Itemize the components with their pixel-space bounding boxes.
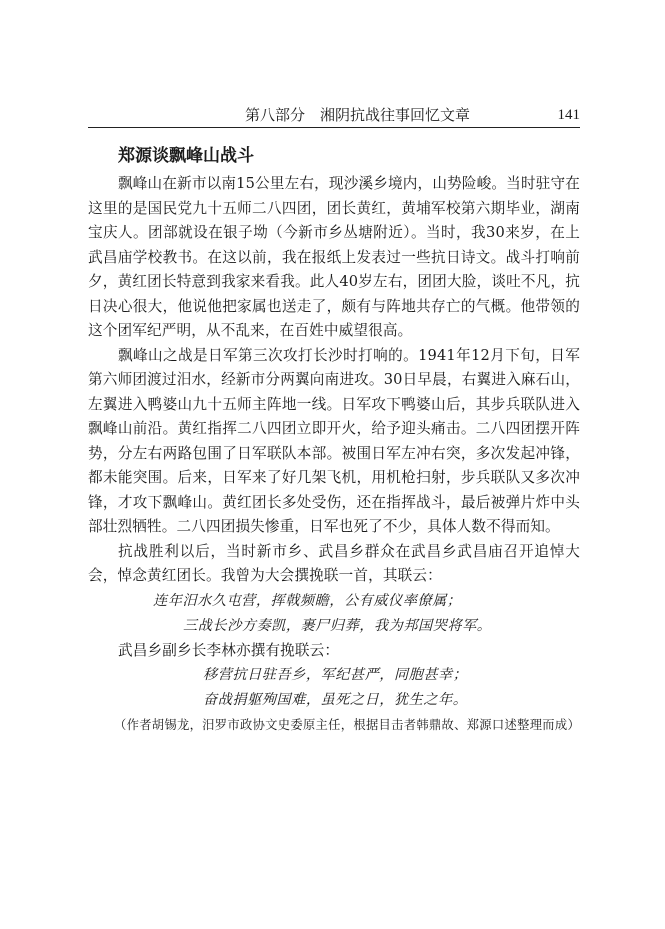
page-number: 141 [557, 107, 580, 123]
paragraph-3: 抗战胜利以后，当时新市乡、武昌乡群众在武昌乡武昌庙召开追悼大会，悼念黄红团长。我曾为大会撰挽联一首，其联云： [88, 542, 580, 584]
couplet-line: 三战长沙方奏凯，裹尸归葬，我为邦国哭将军。 [183, 617, 492, 634]
source-note: （作者胡锡龙，汨罗市政协文史委原主任，根据目击者韩鼎故、郑源口述整理而成） [114, 718, 581, 732]
article [88, 140, 580, 737]
article-title: 郑源谈飘峰山战斗 [118, 146, 254, 166]
couplet-line: 连年汨水久屯营，挥戟频瞻，公有威仪率僚属； [153, 592, 462, 609]
header-title: 第八部分 湘阴抗战往事回忆文章 [244, 106, 470, 124]
couplet-line: 奋战捐躯殉国难，虽死之日，犹生之年。 [203, 692, 468, 708]
paragraph-1: 飘峰山在新市以南15公里左右，现沙溪乡境内，山势险峻。当时驻守在这里的是国民党九十五师二八四团，团长黄红，黄埔军校第六期毕业，湖南宝庆人。团部就设在银子坳（今新市乡丛塘附近）。当时，我30来岁，在上武昌庙学校教书。在这以前，我在报纸上发表过一些抗日诗文。战斗打响前夕，黄红团长特意到我家来看我。此人40岁左右，团团大脸，谈吐不凡，抗日决心很大，他说他把家属也送走了，颇有与阵地共存亡的气概。他带领的这个团军纪严明，从不乱来，在百姓中威望很高。 [88, 175, 580, 339]
paragraph-2: 飘峰山之战是日军第三次攻打长沙时打响的。1941年12月下旬，日军第六师团渡过汨水，经新市分两翼向南进攻。30日早晨，右翼进入麻石山，左翼进入鸭婆山九十五师主阵地一线。日军攻下鸭婆山后，其步兵联队进入飘峰山前沿。黄红指挥二八四团立即开火，给予迎头痛击。二八四团摆开阵势，分左右两路包围了日军联队本部。被围日军左冲右突，多次发起冲锋，都未能突围。后来，日军来了好几架飞机，用机枪扫射，步兵联队又多次冲锋，才攻下飘峰山。黄红团长多处受伤，还在指挥战斗，最后被弹片炸中头部壮烈牺牲。二八四团损失惨重，日军也死了不少，具体人数不得而知。 [88, 346, 580, 535]
running-header [88, 104, 580, 126]
couplet-line: 移营抗日驻吾乡，军纪甚严，同胞甚幸； [203, 667, 468, 683]
paragraph-intro-couplet-2: 武昌乡副乡长李林亦撰有挽联云： [118, 641, 340, 659]
header-rule [88, 127, 580, 128]
